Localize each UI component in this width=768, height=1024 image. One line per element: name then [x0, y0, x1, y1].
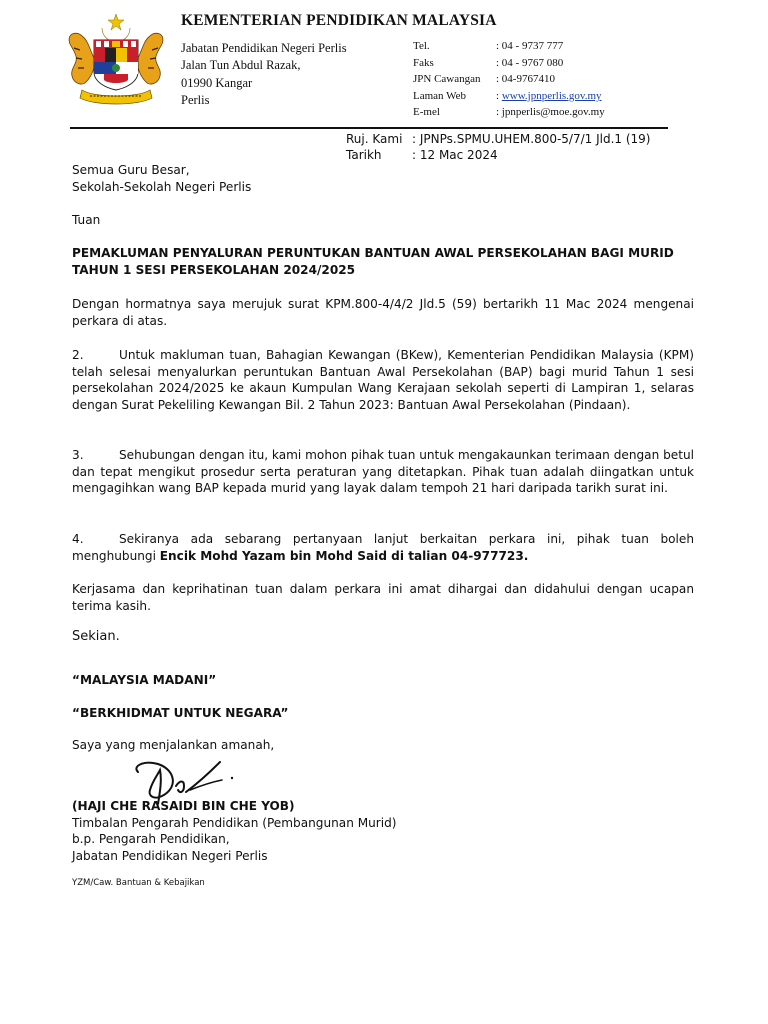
contact-value: : 04 - 9767 080 — [496, 56, 564, 69]
reference-label: Ruj. Kami — [346, 132, 403, 146]
recipient-block — [72, 162, 694, 195]
contact-row-email — [413, 104, 605, 121]
address-line: 01990 Kangar — [181, 75, 253, 90]
contact-person: Encik Mohd Yazam bin Mohd Said di talian 04-977723. — [159, 548, 529, 563]
contact-row-tel — [413, 38, 605, 55]
contact-value: : jpnperlis@moe.gov.my — [496, 106, 605, 119]
paragraph-number: 3. — [72, 448, 84, 462]
ministry-name: KEMENTERIAN PENDIDIKAN MALAYSIA — [181, 12, 497, 29]
letter-subject — [72, 245, 694, 278]
contact-label: JPN Cawangan — [413, 73, 481, 86]
contact-label: Faks — [413, 56, 434, 69]
paragraph-text: Untuk makluman tuan, Bahagian Kewangan (BKew), Kementerian Pendidikan Malaysia (KPM) telah selesai menyalurkan peruntukan Bantuan Awal Persekolahan (BAP) bagi murid Tahun 1 sesi persekolahan 2024/2025 ke akaun Kumpulan Wang Kerajaan sekolah seperti di Lampiran 1, selaras dengan Surat Pekeliling Kewangan Bil. 2 Tahun 2023: Bantuan Awal Persekolahan (Pindaan). — [72, 348, 694, 412]
header-divider — [70, 127, 668, 129]
contact-label: Laman Web — [413, 89, 466, 102]
intro-paragraph: Dengan hormatnya saya merujuk surat KPM.800-4/4/2 Jld.5 (59) bertarikh 11 Mac 2024 mengenai perkara di atas. — [72, 297, 694, 328]
contact-value: : 04-9767410 — [496, 73, 555, 86]
contact-value — [496, 88, 602, 105]
paragraph-number: 2. — [72, 348, 84, 362]
paragraph-text: Sehubungan dengan itu, kami mohon pihak tuan untuk mengakaunkan terimaan dengan betul dan tepat mengikut prosedur serta peraturan yang ditetapkan. Pihak tuan adalah diingatkan untuk mengagihkan wang BAP kepada murid yang layak dalam tempoh 21 hari daripada tarikh surat ini. — [72, 448, 694, 496]
contact-details — [413, 38, 605, 121]
recipient-line: Semua Guru Besar, — [72, 163, 190, 177]
website-link[interactable]: www.jpnperlis.gov.my — [501, 89, 602, 102]
file-reference-footnote: YZM/Caw. Bantuan & Kebajikan — [72, 878, 205, 888]
letter-date: : 12 Mac 2024 — [412, 148, 498, 162]
date-row — [346, 147, 651, 163]
sekian: Sekian. — [72, 629, 120, 644]
paragraph-number: 4. — [72, 532, 84, 546]
signatory-department: Jabatan Pendidikan Negeri Perlis — [72, 848, 268, 863]
contact-row-branch — [413, 71, 605, 88]
contact-label: Tel. — [413, 40, 430, 52]
contact-label: E-mel — [413, 106, 440, 119]
contact-row-fax — [413, 55, 605, 72]
paragraph-3 — [72, 447, 694, 497]
motto-berkhidmat: “BERKHIDMAT UNTUK NEGARA” — [72, 706, 289, 720]
address-line: Jabatan Pendidikan Negeri Perlis — [181, 41, 347, 55]
reference-row — [346, 131, 651, 147]
signatory-name: (HAJI CHE RASAIDI BIN CHE YOB) — [72, 799, 295, 813]
office-address — [181, 40, 347, 109]
reference-number: : JPNPs.SPMU.UHEM.800-5/7/1 Jld.1 (19) — [412, 132, 651, 146]
contact-value-prefix: : — [496, 89, 500, 102]
signatory-block — [72, 798, 694, 864]
subject-line: TAHUN 1 SESI PERSEKOLAHAN 2024/2025 — [72, 262, 356, 277]
signatory-title: Timbalan Pengarah Pendidikan (Pembangunan Murid) — [72, 815, 397, 830]
signoff: Saya yang menjalankan amanah, — [72, 738, 275, 752]
address-line: Perlis — [181, 92, 210, 107]
contact-row-web — [413, 88, 605, 105]
recipient-line: Sekolah-Sekolah Negeri Perlis — [72, 179, 252, 194]
paragraph-4 — [72, 531, 694, 564]
date-label: Tarikh — [346, 148, 382, 162]
motto-madani: “MALAYSIA MADANI” — [72, 673, 217, 687]
reference-block — [346, 131, 651, 163]
signatory-line: b.p. Pengarah Pendidikan, — [72, 832, 230, 847]
subject-line: PEMAKLUMAN PENYALURAN PERUNTUKAN BANTUAN AWAL PERSEKOLAHAN BAGI MURID — [72, 246, 674, 260]
salutation: Tuan — [72, 213, 101, 227]
coat-of-arms-emblem — [64, 14, 168, 106]
paragraph-text: Sekiranya ada sebarang pertanyaan lanjut berkaitan perkara ini, pihak tuan boleh menghubungi — [72, 532, 694, 563]
contact-value: : 04 - 9737 777 — [496, 40, 564, 52]
closing-paragraph: Kerjasama dan keprihatinan tuan dalam perkara ini amat dihargai dan didahului dengan ucapan terima kasih. — [72, 582, 694, 613]
paragraph-2 — [72, 347, 694, 413]
address-line: Jalan Tun Abdul Razak, — [181, 58, 301, 73]
